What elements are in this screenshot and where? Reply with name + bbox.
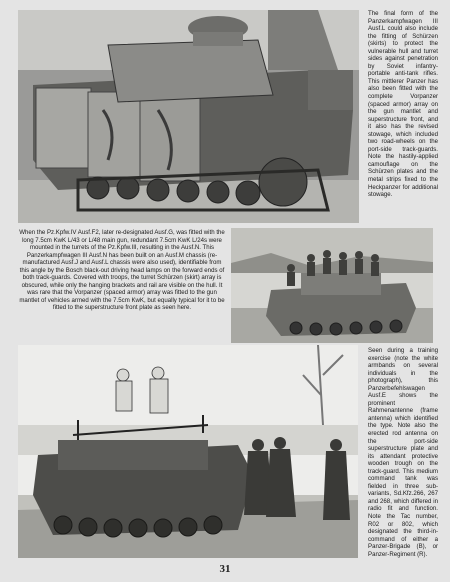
photo-panzer-iii-ausf-n — [231, 228, 433, 343]
photo-panzerbefehlswagen-ausf-e — [18, 345, 358, 558]
caption-bottom-right: Seen during a training exercise (note the white armbands on several individuals in the photograph), this Panzerbefehlswagen Ausf.E shows the prominent Rahmenantenne (frame antenna) which identified the type. Note also the erected rod antenna on the port-side superstructure plate and its attendant protective wooden trough on the track-guard. This medium command tank was fielded in three sub-variants, Sd.Kfz.266, 267 and 268, which differed in radio fit and function. Note the Tac number, R02 or 802, which designated the third-in-command of either a Panzer-Brigade (B), or Panzer-Regiment (R). — [368, 347, 438, 558]
page-number: 31 — [219, 563, 231, 575]
caption-top-right: The final form of the Panzerkampfwagen III Ausf.L could also include the fitting of Schürzen (skirts) to protect the vulnerable hull and turret sides against penetration by Soviet infantry-portable anti-tank rifles. This mittlerer Panzer has also been fitted with the complete Vorpanzer (spaced armor) array on the gun mantlet and superstructure front, and it also has the revised stowage, which included two road-wheels on the port-side track-guards. Note the hastily-applied camouflage on the Schürzen plates and the metal strips fixed to the Heckpanzer for additional stowage. — [368, 10, 438, 199]
photo-panzer-iii-ausf-l — [18, 10, 359, 223]
caption-middle-left: When the Pz.Kpfw.IV Ausf.F2, later re-designated Ausf.G, was fitted with the long 7.5cm KwK L/43 or L/48 main gun, redundant 7.5cm KwK L/24s were mounted in the turrets of the Pz.Kpfw.III, resulting in the Ausf.N. This Panzerkampfwagen III Ausf.N has been built on an Ausf.M chassis (re-manufactured Ausf.J and Ausf.L chassis were also used), identifiable from this angle by the Bosch black-out driving head lamps on the forward ends of both track-guards. Covered with troops, the turret Schürzen (skirt) array is obscured, while only the hanging brackets and rail are visible on the hull. It was rare that the Vorpanzer (spaced armor) array was fitted to the gun mantlet of vehicles armed with the 7.5cm KwK, but equally typical for it to be fitted to the superstructure front plate as seen here. — [19, 229, 225, 312]
